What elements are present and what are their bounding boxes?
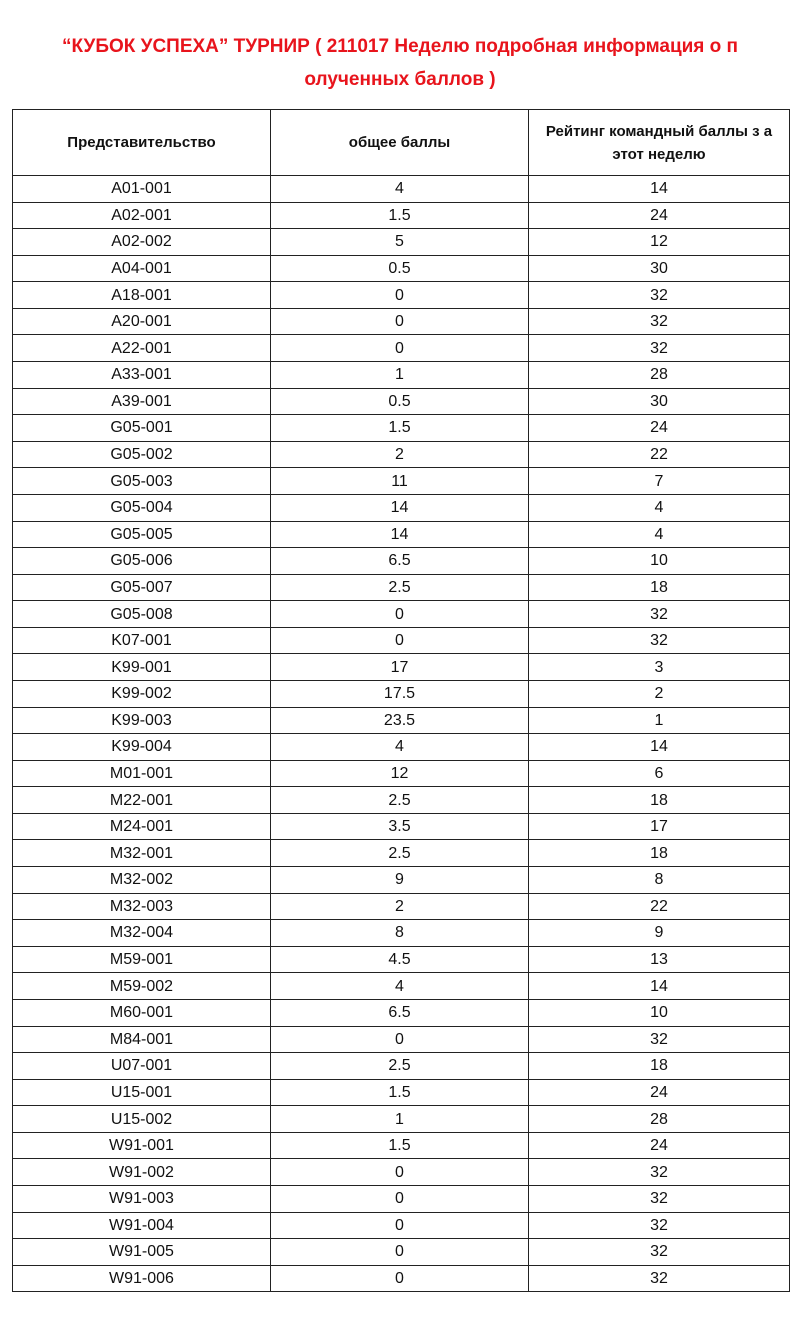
- cell-total-points: 8: [271, 920, 529, 947]
- cell-representation: M22-001: [13, 787, 271, 814]
- table-row: [13, 548, 790, 575]
- table-row: [13, 229, 790, 256]
- cell-total-points: 1.5: [271, 1079, 529, 1106]
- table-row: [13, 521, 790, 548]
- table-row: [13, 787, 790, 814]
- table-row: [13, 255, 790, 282]
- table-row: [13, 627, 790, 654]
- cell-representation: A02-001: [13, 202, 271, 229]
- cell-representation: W91-006: [13, 1265, 271, 1292]
- cell-representation: G05-001: [13, 415, 271, 442]
- cell-weekly-rank: 3: [529, 654, 790, 681]
- cell-total-points: 0: [271, 335, 529, 362]
- cell-total-points: 2.5: [271, 1053, 529, 1080]
- table-row: [13, 362, 790, 389]
- table-row: [13, 1265, 790, 1292]
- cell-total-points: 1: [271, 362, 529, 389]
- cell-total-points: 0.5: [271, 388, 529, 415]
- cell-weekly-rank: 32: [529, 1212, 790, 1239]
- cell-representation: M59-002: [13, 973, 271, 1000]
- cell-total-points: 0: [271, 1239, 529, 1266]
- cell-weekly-rank: 24: [529, 415, 790, 442]
- cell-weekly-rank: 9: [529, 920, 790, 947]
- header-representation: Представительство: [13, 110, 271, 176]
- cell-representation: M32-001: [13, 840, 271, 867]
- table-row: [13, 893, 790, 920]
- cell-representation: M59-001: [13, 946, 271, 973]
- table-row: [13, 1026, 790, 1053]
- cell-total-points: 14: [271, 521, 529, 548]
- cell-weekly-rank: 6: [529, 760, 790, 787]
- cell-total-points: 0: [271, 1265, 529, 1292]
- cell-total-points: 17.5: [271, 680, 529, 707]
- cell-weekly-rank: 32: [529, 601, 790, 628]
- table-body: [13, 176, 790, 1292]
- cell-weekly-rank: 30: [529, 255, 790, 282]
- cell-total-points: 2: [271, 441, 529, 468]
- cell-total-points: 6.5: [271, 999, 529, 1026]
- cell-total-points: 14: [271, 494, 529, 521]
- cell-weekly-rank: 32: [529, 308, 790, 335]
- cell-weekly-rank: 10: [529, 999, 790, 1026]
- cell-representation: G05-006: [13, 548, 271, 575]
- cell-representation: M24-001: [13, 813, 271, 840]
- cell-weekly-rank: 10: [529, 548, 790, 575]
- table-row: [13, 1159, 790, 1186]
- table-row: [13, 760, 790, 787]
- cell-total-points: 2.5: [271, 787, 529, 814]
- cell-weekly-rank: 14: [529, 176, 790, 203]
- cell-representation: K99-004: [13, 734, 271, 761]
- cell-representation: G05-005: [13, 521, 271, 548]
- cell-total-points: 4: [271, 973, 529, 1000]
- table-row: [13, 202, 790, 229]
- cell-representation: A39-001: [13, 388, 271, 415]
- cell-total-points: 6.5: [271, 548, 529, 575]
- cell-representation: M84-001: [13, 1026, 271, 1053]
- table-row: [13, 574, 790, 601]
- table-row: [13, 335, 790, 362]
- cell-representation: G05-003: [13, 468, 271, 495]
- cell-weekly-rank: 4: [529, 494, 790, 521]
- cell-total-points: 0: [271, 1212, 529, 1239]
- table-row: [13, 840, 790, 867]
- cell-representation: W91-003: [13, 1185, 271, 1212]
- cell-representation: M32-004: [13, 920, 271, 947]
- cell-total-points: 5: [271, 229, 529, 256]
- cell-total-points: 0: [271, 627, 529, 654]
- cell-representation: A33-001: [13, 362, 271, 389]
- cell-representation: G05-002: [13, 441, 271, 468]
- cell-weekly-rank: 18: [529, 1053, 790, 1080]
- cell-representation: K99-001: [13, 654, 271, 681]
- cell-total-points: 12: [271, 760, 529, 787]
- cell-weekly-rank: 14: [529, 973, 790, 1000]
- cell-total-points: 23.5: [271, 707, 529, 734]
- cell-representation: U07-001: [13, 1053, 271, 1080]
- table-header-row: [13, 110, 790, 176]
- page-title-line-1: “КУБОК УСПЕХА” ТУРНИР ( 211017 Неделю подробная информация о п: [61, 36, 739, 57]
- cell-total-points: 2: [271, 893, 529, 920]
- cell-total-points: 0: [271, 1159, 529, 1186]
- cell-total-points: 2.5: [271, 840, 529, 867]
- cell-weekly-rank: 18: [529, 840, 790, 867]
- cell-weekly-rank: 8: [529, 867, 790, 894]
- cell-representation: G05-008: [13, 601, 271, 628]
- cell-weekly-rank: 18: [529, 574, 790, 601]
- cell-weekly-rank: 2: [529, 680, 790, 707]
- cell-total-points: 0.5: [271, 255, 529, 282]
- cell-total-points: 1.5: [271, 415, 529, 442]
- cell-weekly-rank: 7: [529, 468, 790, 495]
- table-row: [13, 1079, 790, 1106]
- cell-weekly-rank: 32: [529, 1239, 790, 1266]
- page-title-line-2: олученных баллов ): [304, 69, 496, 90]
- table-row: [13, 999, 790, 1026]
- table-row: [13, 494, 790, 521]
- cell-weekly-rank: 24: [529, 1132, 790, 1159]
- table-row: [13, 601, 790, 628]
- cell-weekly-rank: 1: [529, 707, 790, 734]
- cell-weekly-rank: 4: [529, 521, 790, 548]
- table-row: [13, 867, 790, 894]
- cell-total-points: 4: [271, 734, 529, 761]
- cell-representation: A20-001: [13, 308, 271, 335]
- cell-representation: A22-001: [13, 335, 271, 362]
- cell-weekly-rank: 24: [529, 1079, 790, 1106]
- cell-total-points: 0: [271, 308, 529, 335]
- cell-weekly-rank: 32: [529, 1265, 790, 1292]
- cell-representation: M32-003: [13, 893, 271, 920]
- table-row: [13, 415, 790, 442]
- cell-weekly-rank: 32: [529, 1185, 790, 1212]
- table-row: [13, 654, 790, 681]
- cell-representation: G05-004: [13, 494, 271, 521]
- cell-weekly-rank: 17: [529, 813, 790, 840]
- table-row: [13, 1106, 790, 1133]
- table-row: [13, 1212, 790, 1239]
- cell-total-points: 1: [271, 1106, 529, 1133]
- table-row: [13, 680, 790, 707]
- cell-total-points: 3.5: [271, 813, 529, 840]
- cell-representation: W91-005: [13, 1239, 271, 1266]
- cell-total-points: 4: [271, 176, 529, 203]
- table-row: [13, 734, 790, 761]
- cell-weekly-rank: 32: [529, 282, 790, 309]
- cell-total-points: 2.5: [271, 574, 529, 601]
- cell-weekly-rank: 30: [529, 388, 790, 415]
- page-title: [0, 30, 800, 96]
- header-total-points: общее баллы: [271, 110, 529, 176]
- table-row: [13, 282, 790, 309]
- cell-representation: W91-001: [13, 1132, 271, 1159]
- cell-representation: W91-004: [13, 1212, 271, 1239]
- cell-weekly-rank: 12: [529, 229, 790, 256]
- table-row: [13, 707, 790, 734]
- table-row: [13, 388, 790, 415]
- cell-total-points: 0: [271, 601, 529, 628]
- table-row: [13, 1185, 790, 1212]
- table-row: [13, 468, 790, 495]
- table-row: [13, 973, 790, 1000]
- table-row: [13, 308, 790, 335]
- cell-representation: K99-003: [13, 707, 271, 734]
- table-row: [13, 946, 790, 973]
- cell-weekly-rank: 24: [529, 202, 790, 229]
- cell-weekly-rank: 14: [529, 734, 790, 761]
- cell-representation: U15-001: [13, 1079, 271, 1106]
- cell-total-points: 11: [271, 468, 529, 495]
- table-row: [13, 920, 790, 947]
- cell-weekly-rank: 32: [529, 335, 790, 362]
- cell-total-points: 1.5: [271, 202, 529, 229]
- cell-total-points: 0: [271, 1026, 529, 1053]
- cell-weekly-rank: 28: [529, 1106, 790, 1133]
- cell-weekly-rank: 22: [529, 441, 790, 468]
- cell-representation: K07-001: [13, 627, 271, 654]
- cell-representation: K99-002: [13, 680, 271, 707]
- table-row: [13, 1132, 790, 1159]
- scores-table: [12, 109, 790, 1292]
- table-row: [13, 1239, 790, 1266]
- cell-representation: G05-007: [13, 574, 271, 601]
- cell-weekly-rank: 22: [529, 893, 790, 920]
- cell-weekly-rank: 32: [529, 1159, 790, 1186]
- cell-representation: A01-001: [13, 176, 271, 203]
- table-row: [13, 1053, 790, 1080]
- table-row: [13, 441, 790, 468]
- cell-total-points: 0: [271, 1185, 529, 1212]
- cell-representation: U15-002: [13, 1106, 271, 1133]
- cell-weekly-rank: 32: [529, 1026, 790, 1053]
- cell-weekly-rank: 28: [529, 362, 790, 389]
- cell-weekly-rank: 32: [529, 627, 790, 654]
- cell-weekly-rank: 13: [529, 946, 790, 973]
- cell-representation: W91-002: [13, 1159, 271, 1186]
- cell-representation: A02-002: [13, 229, 271, 256]
- cell-weekly-rank: 18: [529, 787, 790, 814]
- cell-total-points: 9: [271, 867, 529, 894]
- cell-total-points: 4.5: [271, 946, 529, 973]
- header-weekly-rank: Рейтинг командный баллы з а этот неделю: [529, 110, 790, 176]
- cell-representation: M32-002: [13, 867, 271, 894]
- cell-representation: M60-001: [13, 999, 271, 1026]
- cell-representation: A18-001: [13, 282, 271, 309]
- table-row: [13, 813, 790, 840]
- cell-representation: A04-001: [13, 255, 271, 282]
- table-row: [13, 176, 790, 203]
- cell-total-points: 0: [271, 282, 529, 309]
- cell-total-points: 1.5: [271, 1132, 529, 1159]
- cell-total-points: 17: [271, 654, 529, 681]
- cell-representation: M01-001: [13, 760, 271, 787]
